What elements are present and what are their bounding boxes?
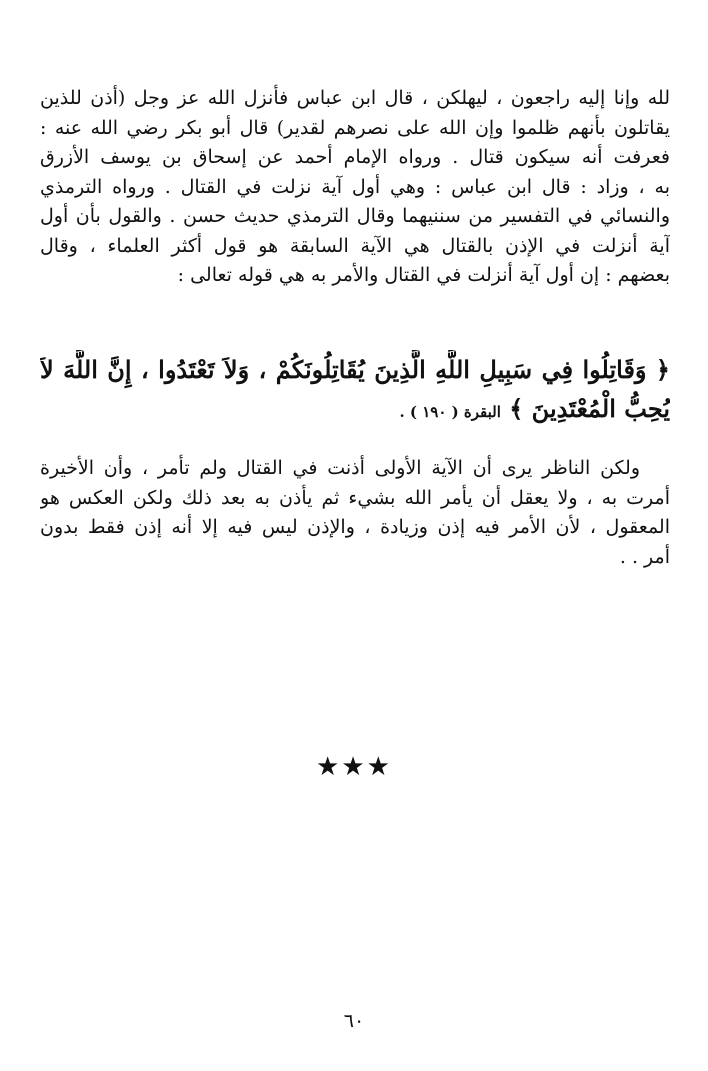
- paragraph-1-line: آية أنزلت في الإذن بالقتال هي الآية السابقة هو قول أكثر العلماء ، وقال: [40, 234, 670, 257]
- paragraph-2-line: أمر . .: [619, 545, 670, 568]
- paragraph-2-line: المعقول ، لأن الأمر فيه إذن وزيادة ، والإذن ليس فيه إلا أنه إذن فقط بدون: [40, 516, 670, 538]
- paragraph-1-line: بعضهم : إن أول آية أنزلت في القتال والأمر به هي قوله تعالى :: [177, 264, 670, 286]
- quran-verse-line-2: [40, 389, 670, 428]
- paragraph-1-line: يقاتلون بأنهم ظلموا وإن الله على نصرهم لقدير) قال أبو بكر رضي الله عنه :: [40, 116, 670, 139]
- paragraph-1-line: لله وإنا إليه راجعون ، ليهلكن ، قال ابن عباس فأنزل الله عز وجل (أذن للذين: [40, 87, 670, 109]
- paragraph-1-line: والنسائي في التفسير من سننيهما وقال الترمذي حديث حسن . والقول بأن أول: [40, 205, 670, 227]
- paragraph-1-line: به ، وزاد : قال ابن عباس : وهي أول آية نزلت في القتال . ورواه الترمذي: [40, 175, 670, 198]
- paragraph-1: [40, 84, 670, 291]
- paragraph-1-line: فعرفت أنه سيكون قتال . ورواه الإمام أحمد عن إسحاق بن يوسف الأزرق: [40, 146, 670, 168]
- paragraph-2: [40, 454, 670, 572]
- page-number: ٦٠: [343, 1010, 365, 1032]
- verse-reference: البقرة ( ١٩٠ ) .: [399, 403, 501, 421]
- quran-verse: [40, 350, 670, 428]
- paragraph-2-line: أمرت به ، ولا يعقل أن يأمر الله بشيء ثم يأذن به بعد ذلك ولكن العكس هو: [40, 486, 670, 509]
- section-separator-stars: ★★★: [316, 752, 392, 782]
- quran-verse-text: يُحِبُّ الْمُعْتَدِينَ ﴾: [509, 394, 670, 423]
- quran-verse-line-1: ﴿ وَقَاتِلُوا فِي سَبِيلِ اللَّهِ الَّذِينَ يُقَاتِلُونَكُمْ ، وَلاَ تَعْتَدُوا ، إِنَّ اللَّهَ لاَ: [40, 355, 670, 384]
- paragraph-2-line: ولكن الناظر يرى أن الآية الأولى أذنت في القتال ولم تأمر ، وأن الأخيرة: [40, 457, 640, 479]
